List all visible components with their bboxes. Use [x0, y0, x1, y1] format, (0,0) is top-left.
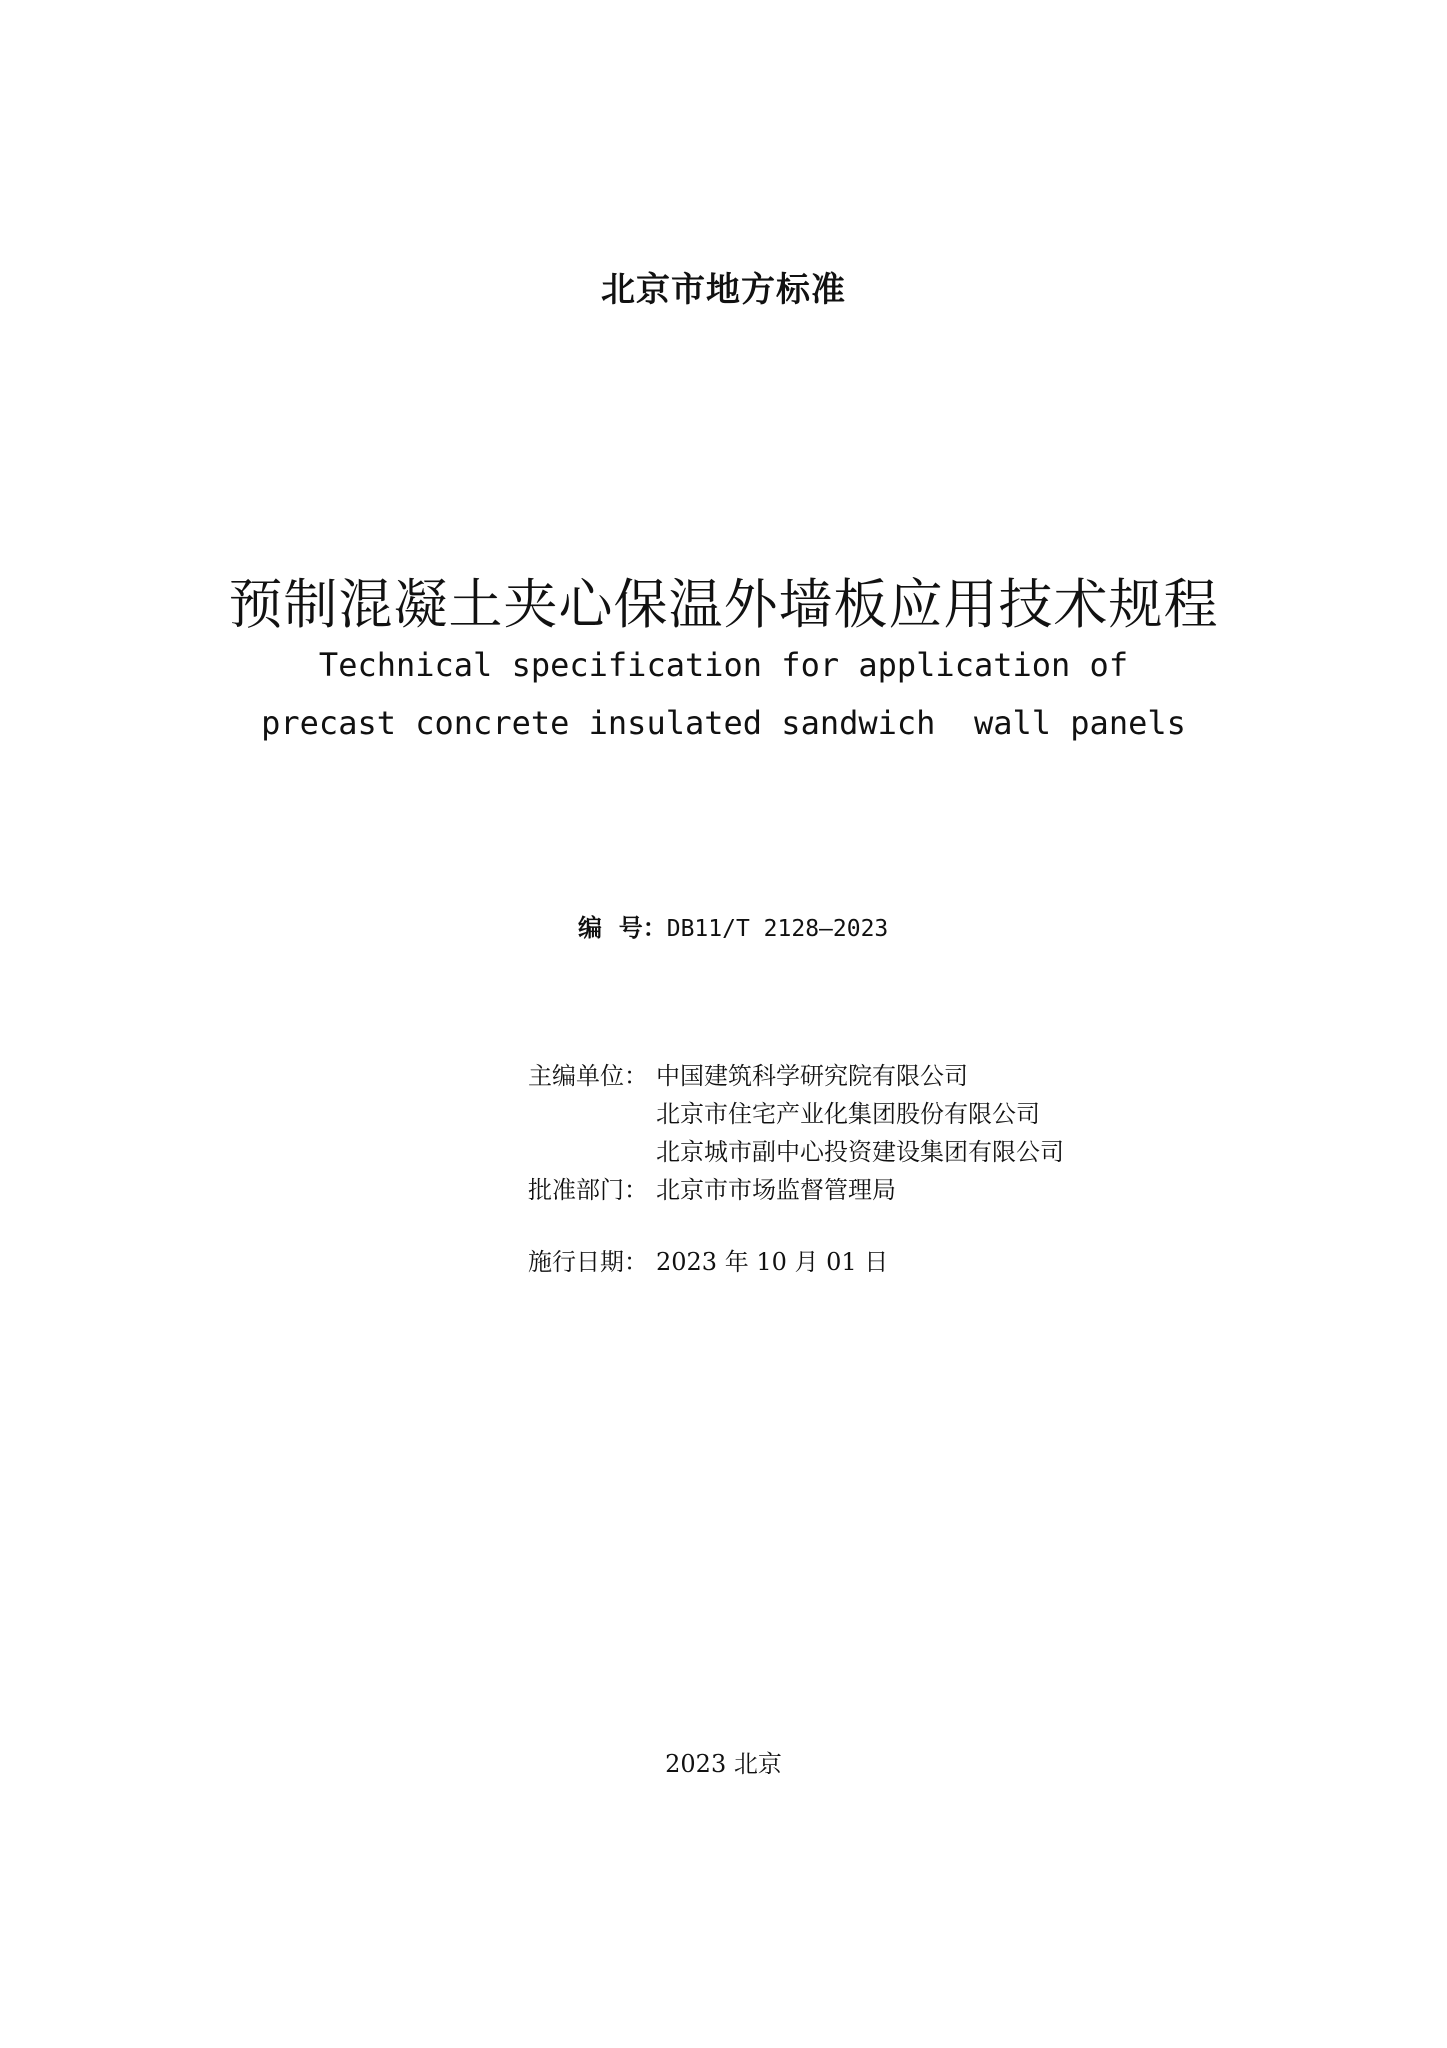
document-title-english-line-2: precast concrete insulated sandwich wall panels: [261, 704, 1186, 742]
approver-label: 批准部门：: [528, 1176, 648, 1204]
document-title-english-line-1: Technical specification for application of: [318, 646, 1129, 684]
editor-unit-1: 中国建筑科学研究院有限公司: [656, 1062, 968, 1090]
standard-code-label: 编 号：: [578, 914, 667, 942]
document-title-chinese: 预制混凝土夹心保温外墙板应用技术规程: [228, 573, 1219, 636]
effective-date-label: 施行日期：: [528, 1248, 648, 1276]
standard-type-heading: 北京市地方标准: [601, 270, 846, 310]
footer-year-place: 2023 北京: [665, 1750, 782, 1778]
editor-unit-3: 北京城市副中心投资建设集团有限公司: [656, 1138, 1064, 1166]
standard-code-value: DB11/T 2128—2023: [666, 916, 889, 942]
effective-date-value: 2023 年 10 月 01 日: [656, 1248, 889, 1276]
editor-row-1: [528, 1064, 968, 1088]
editor-unit-2: 北京市住宅产业化集团股份有限公司: [656, 1100, 1040, 1128]
approver-value: 北京市市场监督管理局: [656, 1176, 896, 1204]
approver-row: [528, 1178, 896, 1202]
effective-date-row: [528, 1250, 888, 1274]
standard-code-line: [578, 908, 888, 943]
editor-label: 主编单位：: [528, 1062, 648, 1090]
